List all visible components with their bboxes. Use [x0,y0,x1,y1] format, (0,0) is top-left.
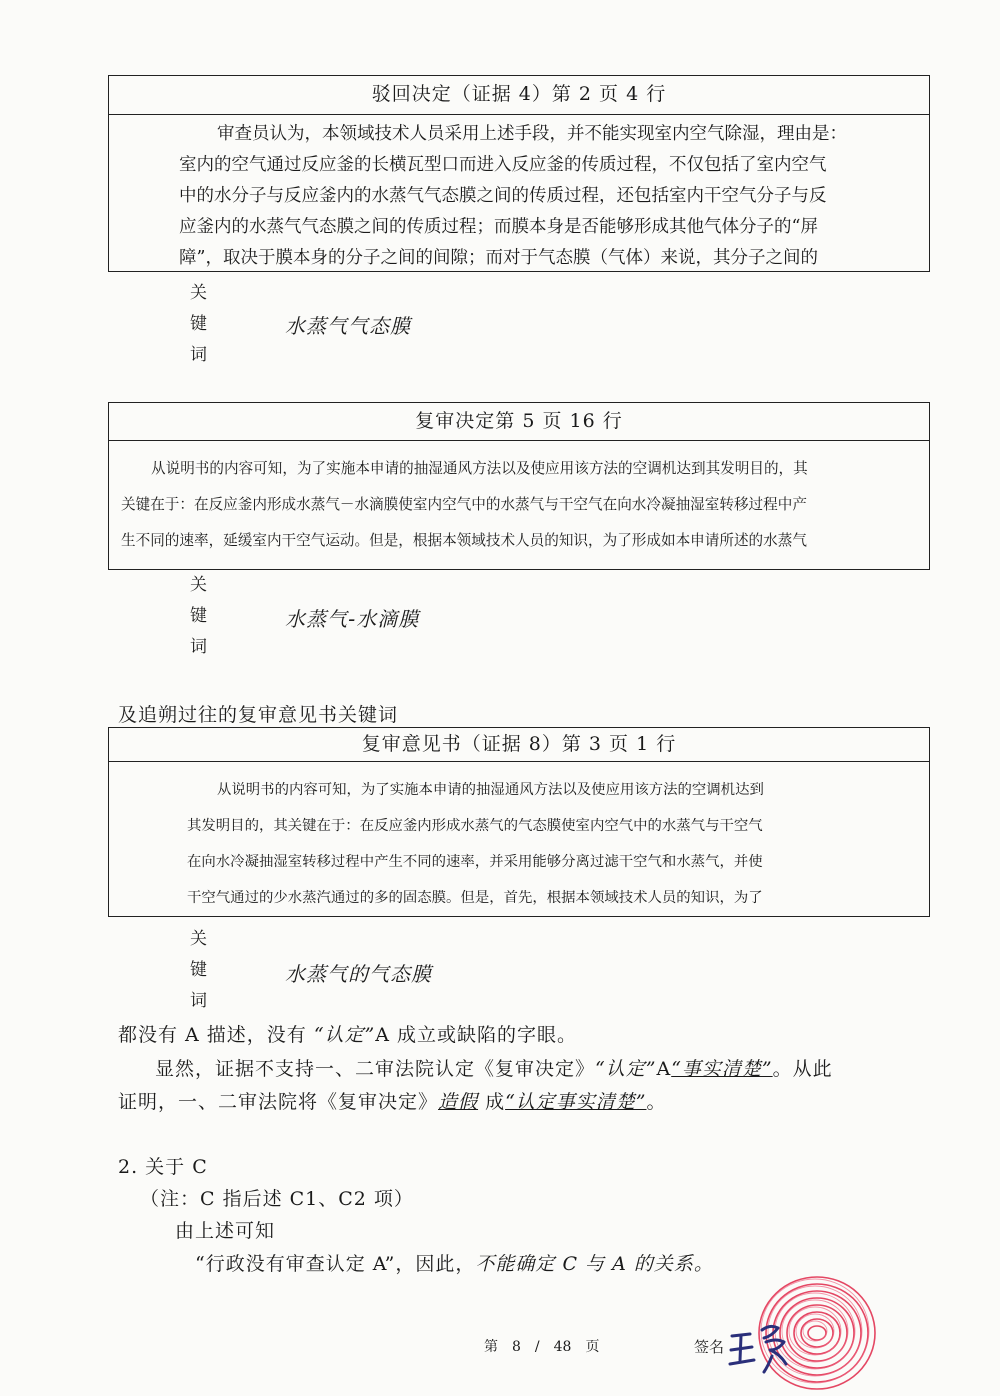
paragraph-line [155,1054,833,1081]
keyword-label-char: 词 [190,637,207,657]
section-title: 2. 关于 C [118,1156,208,1178]
quote-box-header: 复审意见书（证据 8）第 3 页 1 行 [109,728,929,762]
quote-box-header: 驳回决定（证据 4）第 2 页 4 行 [109,76,929,115]
quote-line: 障”，取决于膜本身的分子之间的间隙；而对于气态膜（气体）来说，其分子之间的 [179,248,818,268]
text-span: A [656,1058,672,1080]
signature-label: 签名 [694,1338,725,1356]
quote-line: 从说明书的内容可知，为了实施本申请的抽湿通风方法以及使应用该方法的空调机达到其发明目的，其 [151,460,808,477]
text-span: 都没有 A 描述，没有 [118,1024,314,1046]
text-span: 成 [478,1091,506,1113]
emphasis-span: “事实清楚” [671,1058,773,1080]
quote-line: 干空气通过的少水蒸汽通过的多的固态膜。但是，首先，根据本领域技术人员的知识，为了 [187,890,763,906]
text-span: 证明，一、二审法院将《复审决定》 [118,1091,439,1113]
text-span: 。从此 [772,1058,833,1080]
emphasis-span: 造假 [438,1091,479,1113]
text-span: A 成立或缺陷的字眼。 [375,1024,578,1046]
quote-box-header: 复审决定第 5 页 16 行 [109,403,929,441]
emphasis-span: “认定” [595,1058,657,1080]
keyword-label-char: 关 [190,575,207,595]
keyword-2: 水蒸气-水滴膜 [285,607,420,631]
text-span: “行政没有审查认定 A”，因此， [195,1253,476,1275]
quote-line: 生不同的速率，延缓室内干空气运动。但是，根据本领域技术人员的知识，为了形成如本申请所述的水蒸气 [121,532,807,549]
quote-line: 在向水冷凝抽湿室转移过程中产生不同的速率，并采用能够分离过滤干空气和水蒸气，并使 [187,854,763,870]
page-prefix: 第 [484,1339,498,1355]
section-line: 由上述可知 [175,1220,276,1242]
keyword-label [190,278,210,371]
quote-line: 关键在于：在反应釜内形成水蒸气－水滴膜使室内空气中的水蒸气与干空气在向水冷凝抽湿室转移过程中产 [121,496,807,513]
quote-box-reexamination-opinion [108,727,930,917]
keyword-label [190,924,210,1017]
keyword-label-char: 键 [190,960,207,980]
text-span: 显然，证据不支持一、二审法院认定《复审决定》 [155,1058,596,1080]
keyword-label-char: 键 [190,314,207,334]
keyword-label-char: 关 [190,283,207,303]
keyword-label [190,570,210,663]
quote-line: 审查员认为，本领域技术人员采用上述手段，并不能实现室内空气除湿，理由是： [217,124,847,144]
page-current: 8 [512,1339,521,1355]
quote-line: 从说明书的内容可知，为了实施本申请的抽湿通风方法以及使应用该方法的空调机达到 [217,782,764,798]
quote-line: 中的水分子与反应釜内的水蒸气气态膜之间的传质过程，还包括室内干空气分子与反 [179,186,827,206]
keyword-label-char: 词 [190,345,207,365]
emphasis-span: 不能确定 C 与 A 的关系。 [475,1253,714,1275]
quote-line: 其发明目的，其关键在于：在反应釜内形成水蒸气的气态膜使室内空气中的水蒸气与干空气 [187,818,763,834]
section-note: （注：C 指后述 C1、C2 项） [140,1188,414,1210]
keyword-label-char: 关 [190,929,207,949]
quote-box-body [109,441,929,559]
page-separator: / [534,1339,540,1355]
quote-box-body [109,762,929,916]
quote-box-rejection-decision [108,75,930,272]
text-span: 。 [646,1091,667,1113]
keyword-3: 水蒸气的气态膜 [285,962,432,986]
section-conclusion-line [195,1249,714,1276]
signature-icon [728,1320,798,1376]
quote-box-reexamination-decision [108,402,930,570]
emphasis-span: “认定” [313,1024,376,1046]
quote-box-body [109,115,929,274]
paragraph-line [118,1020,577,1047]
keyword-label-char: 词 [190,991,207,1011]
page-number [484,1336,613,1356]
keyword-label-char: 键 [190,606,207,626]
intro-text: 及追朔过往的复审意见书关键词 [118,704,399,726]
paragraph-line [118,1087,667,1114]
quote-line: 应釜内的水蒸气气态膜之间的传质过程；而膜本身是否能够形成其他气体分子的“屏 [179,217,818,237]
keyword-1: 水蒸气气态膜 [285,314,411,338]
quote-line: 室内的空气通过反应釜的长横瓦型口而进入反应釜的传质过程，不仅包括了室内空气 [179,155,827,175]
page-suffix: 页 [585,1339,600,1355]
page-total: 48 [553,1339,572,1355]
emphasis-span: “认定事实清楚” [505,1091,647,1113]
